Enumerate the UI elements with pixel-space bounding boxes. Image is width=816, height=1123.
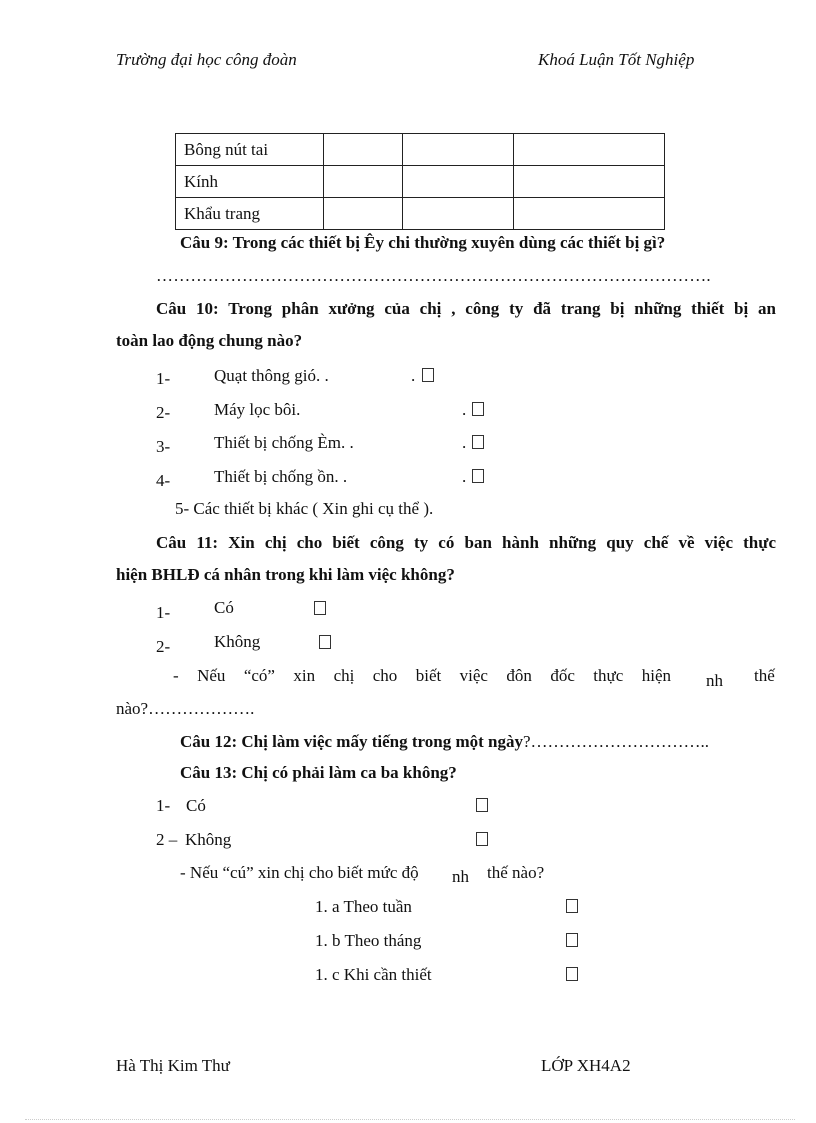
option-dot: . [462,467,467,486]
checkbox[interactable] [472,435,484,449]
table-cell [403,134,514,166]
question-12 [180,732,709,752]
option-other: 5- Các thiết bị khác ( Xin ghi cụ thể ). [175,499,434,518]
option-label: Thiết bị chống ồn. . [214,467,348,486]
option-number: 4- [156,471,171,490]
table-cell [514,134,665,166]
header-thesis: Khoá Luận Tốt Nghiệp [538,50,695,69]
option-number: 2 – [156,830,178,849]
question-10-line1: Câu 10: Trong phân xưởng của chị , công ty đã trang bị những thiết bị an [156,299,776,318]
table-cell [324,198,403,230]
option-number: 2- [156,637,171,656]
header-school: Trường đại học công đoàn [116,50,297,69]
table-cell-label: Khẩu trang [176,198,324,230]
ppe-table [175,133,665,230]
question-9: Câu 9: Trong các thiết bị Êy chi thường xuyên dùng các thiết bị gì? [180,233,666,252]
checkbox[interactable] [472,469,484,483]
table-cell [324,166,403,198]
table-cell-label: Bông nút tai [176,134,324,166]
sub-option-label: 1. b Theo tháng [315,931,422,950]
question-11-followup: - Nếu “có” xin chị cho biết việc đôn đốc thực hiện [173,666,671,685]
option-label: Thiết bị chống Èm. . [214,433,354,452]
table-cell [324,134,403,166]
checkbox[interactable] [319,635,331,649]
option-number: 1- [156,603,171,622]
table-cell [514,198,665,230]
question-11-line2: hiện BHLĐ cá nhân trong khi làm việc không? [116,565,455,584]
footer-class: LỚP XH4A2 [541,1056,631,1075]
option-label: Có [214,598,234,617]
followup-end: thế [754,666,775,685]
checkbox[interactable] [476,798,488,812]
option-dot: . [462,400,467,419]
option-label: Không [185,830,232,849]
answer-line-9: ……………………………………………………………………………………. [156,266,711,285]
question-12-text: Câu 12: Chị làm việc mấy tiếng trong một ngày [180,732,523,751]
followup-subscript: nh [452,867,469,886]
question-13-followup: - Nếu “cú” xin chị cho biết mức độ [180,863,419,882]
question-13: Câu 13: Chị có phải làm ca ba không? [180,763,457,782]
table-cell [403,166,514,198]
option-number: 3- [156,437,171,456]
option-label: Có [186,796,206,815]
option-number: 1- [156,796,171,815]
checkbox[interactable] [476,832,488,846]
option-dot: . [462,433,467,452]
checkbox[interactable] [422,368,434,382]
question-12-dots: ?………………………….. [522,732,710,751]
sub-option-label: 1. c Khi cần thiết [315,965,432,984]
option-label: Máy lọc bôi. [214,400,301,419]
question-11-line1: Câu 11: Xin chị cho biết công ty có ban hành những quy chế về việc thực [156,533,776,552]
table-row [176,134,665,166]
checkbox[interactable] [314,601,326,615]
checkbox[interactable] [566,967,578,981]
footer-author: Hà Thị Kim Thư [116,1056,230,1075]
sub-option-label: 1. a Theo tuần [315,897,412,916]
checkbox[interactable] [566,933,578,947]
option-label: Không [214,632,261,651]
checkbox[interactable] [566,899,578,913]
option-number: 1- [156,369,171,388]
table-row [176,166,665,198]
table-cell-label: Kính [176,166,324,198]
followup-end: thế nào? [487,863,545,882]
footer-divider [25,1119,795,1120]
followup-subscript: nh [706,671,723,690]
table-cell [403,198,514,230]
table-row [176,198,665,230]
question-11-followup-line2: nào?………………. [116,699,255,718]
question-10-line2: toàn lao động chung nào? [116,331,303,350]
option-label: Quạt thông gió. . [214,366,329,385]
checkbox[interactable] [472,402,484,416]
option-dot: . [411,366,416,385]
table-cell [514,166,665,198]
option-number: 2- [156,403,171,422]
